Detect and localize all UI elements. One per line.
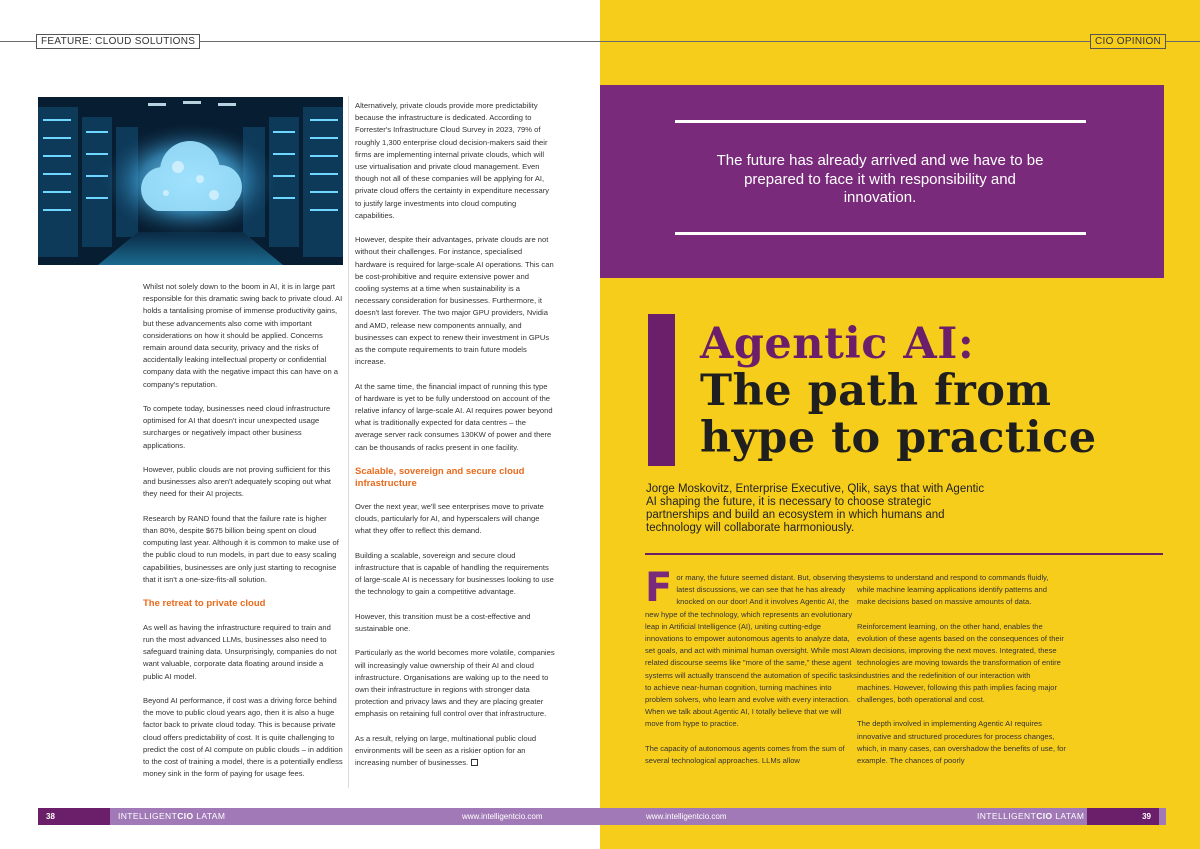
page-number-right: 39 [1087,808,1159,825]
brand-logo-left [118,808,225,825]
paragraph: Beyond AI performance, if cost was a driving force behind the move to public cloud years ago, then it is also a huge factor back to private cloud today. This is because private cloud offers predictability of cost. It is quite challenging to predict the cost of AI compute on public clouds – in addition to the cost of training a model, there is a potentially endless money sink in the form of paying for usage fees. [143,695,343,779]
paragraph: At the same time, the financial impact of running this type of hardware is yet to be fully understood on account of the relative infancy of large-scale AI. AI requires power beyond what is traditionally expected for data centres – the average server rack consumes 130KW of power and there can be thousands of racks present in one facility. [355,381,553,452]
article-headline [700,320,1180,462]
quote-rule-top [675,120,1086,123]
paragraph: Particularly as the world becomes more volatile, companies will increasingly value ownership of their AI and cloud infrastructure. Organisations are waking up to the need to own their infrastructure in regions with stronger data protection and privacy laws and they are placing greater emphasis on retaining full control over that infrastructure. [355,648,555,719]
website-link-right[interactable]: www.intelligentcio.com [646,812,727,821]
brand-prefix: INTELLIGENT [118,811,178,821]
opinion-column-1 [645,565,860,779]
standfirst-rule [645,553,1163,555]
quote-rule-bottom [675,232,1086,235]
headline-line-1: Agentic AI: [700,319,975,369]
article-column-1 [143,281,343,793]
page-number-left: 38 [38,808,110,825]
cloud-icon [38,97,343,265]
first-paragraph [645,565,860,731]
section-tag-feature: FEATURE: CLOUD SOLUTIONS [36,34,200,49]
first-paragraph-text: or many, the future seemed distant. But, observing the latest discussions, we can see that he has already knocked on our door! And it involves Agentic AI, the new hype of the technology, which represents an evolutionary leap in Artificial Intelligence (AI), uniting cutting-edge innovations to empower autonomous agents to analyze data, set goals, and act with minimal human oversight. While most AI-related discourse seems like "more of the same," these agent systems will actually transcend the automation of specific tasks to achieve near-human cognition, turning machines into problem solvers, who learn and evolve with every interaction. When we talk about Agentic AI, I totally believe that we will move from hype to practice. [645,573,860,729]
closing-text: As a result, relying on large, multinational public cloud environments will be seen as a riskier option for an increasing number of businesses. [355,733,537,768]
article-column-2 [355,100,555,782]
headline-line-3: hype to practice [700,413,1097,463]
paragraph: However, despite their advantages, private clouds are not without their challenges. For instance, specialised hardware is required for large-scale AI operations. This can be cost-prohibitive and require extensive power and cooling systems at a time when sustainability is a necessary consideration for businesses. Furthermore, it doesn't last forever. The two major GPU providers, Nvidia and AMD, release new components annually, and businesses can expect to renew their investment in GPUs as the compute requirements to train future models increase. [355,235,554,367]
hero-cloud-image [38,97,343,265]
brand-suffix: LATAM [1052,811,1085,821]
brand-logo-right [977,808,1084,825]
column-divider [348,96,349,788]
paragraph: The capacity of autonomous agents comes from the sum of several technological approaches. LLMs allow [645,743,845,766]
paragraph: However, public clouds are not proving sufficient for this and businesses also aren't adequately scoping out what they need for their AI projects. [143,465,332,499]
pull-quote: The future has already arrived and we have to be prepared to face it with responsibility and innovation. [716,152,1044,206]
headline-accent-bar [648,314,675,466]
paragraph: As well as having the infrastructure required to train and run the most advanced LLMs, businesses also need to safeguard training data. Unsurprisingly, companies do not want valuable, corporate data floating around inside a public AI model. [143,622,337,681]
opinion-column-2 [857,572,1067,779]
paragraph: Research by RAND found that the failure rate is higher than 80%, despite $675 billion being spent on cloud computing last year. Although it is common to make use of the public cloud to run models, in part due to easy scaling capabilities, businesses are only just starting to recognise that it isn't a one-size-fits-all solution. [143,513,339,584]
pull-quote-box [600,85,1164,278]
paragraph: Whilst not solely down to the boom in AI, it is in large part responsible for this dramatic swing back to private cloud. AI holds a tantalising promise of immense productivity gains, but these advancements also come with important considerations on how it should be applied. Concerns remain around data security, privacy and the risks of accidentally leaking intellectual property or confidential company data with the negative impact this can have on a company's reputation. [143,282,343,389]
paragraph: However, this transition must be a cost-effective and sustainable one. [355,611,531,634]
paragraph: To compete today, businesses need cloud infrastructure optimised for AI that doesn't incur unexpected usage surcharges or negatively impact other business applications. [143,404,331,450]
paragraph: The depth involved in implementing Agentic AI requires innovative and structured procedures for process changes, which, in many cases, can overshadow the benefits of use, for example. The chances of poorly [857,719,1066,766]
brand-bold: CIO [177,811,194,821]
paragraph: Reinforcement learning, on the other hand, enables the evolution of these agents based on the consequences of their own decisions, improving the next moves. Integrated, these technologies are moving towards the transformation of entire industries and the redefinition of our interaction with machines. However, following this path implies facing major challenges, both operational and cost. [857,621,1064,705]
website-link-left[interactable]: www.intelligentcio.com [462,812,543,821]
drop-cap: F [645,565,673,611]
subhead-retreat: The retreat to private cloud [143,598,266,610]
end-mark-icon [471,759,478,766]
brand-suffix: LATAM [193,811,226,821]
closing-paragraph [355,733,555,770]
paragraph: Building a scalable, sovereign and secure cloud infrastructure that is capable of handling the requirements of large-scale AI is necessary for businesses looking to use the technology to gain a competitive advantage. [355,550,554,597]
paragraph: Alternatively, private clouds provide more predictability because the infrastructure is dedicated. According to Forrester's Infrastructure Cloud Survey in 2023, 79% of roughly 1,300 enterprise cloud decision-makers said their firms are implementing internal private clouds, which will use virtualisation and private cloud management. Even though not all of these companies will be applying for AI, private cloud offers the certainty in expenditure necessary to justify large investments into cloud computing capabilities. [355,101,550,220]
standfirst: Jorge Moskovitz, Enterprise Executive, Qlik, says that with Agentic AI shaping the future, it is necessary to choose strategic partnerships and build an ecosystem in which humans and technology will collaborate harmoniously. [646,483,985,534]
headline-line-2: The path from [700,366,1052,416]
brand-bold: CIO [1036,811,1053,821]
paragraph: systems to understand and respond to commands fluidly, while machine learning applications identify patterns and make decisions based on massive amounts of data. [857,573,1049,607]
subhead-scalable: Scalable, sovereign and secure cloud infrastructure [355,466,525,489]
brand-prefix: INTELLIGENT [977,811,1037,821]
paragraph: Over the next year, we'll see enterprises move to private clouds, particularly for AI, and hyperscalers will change what they offer to reflect this demand. [355,502,544,536]
section-tag-cio-opinion: CIO OPINION [1090,34,1166,49]
